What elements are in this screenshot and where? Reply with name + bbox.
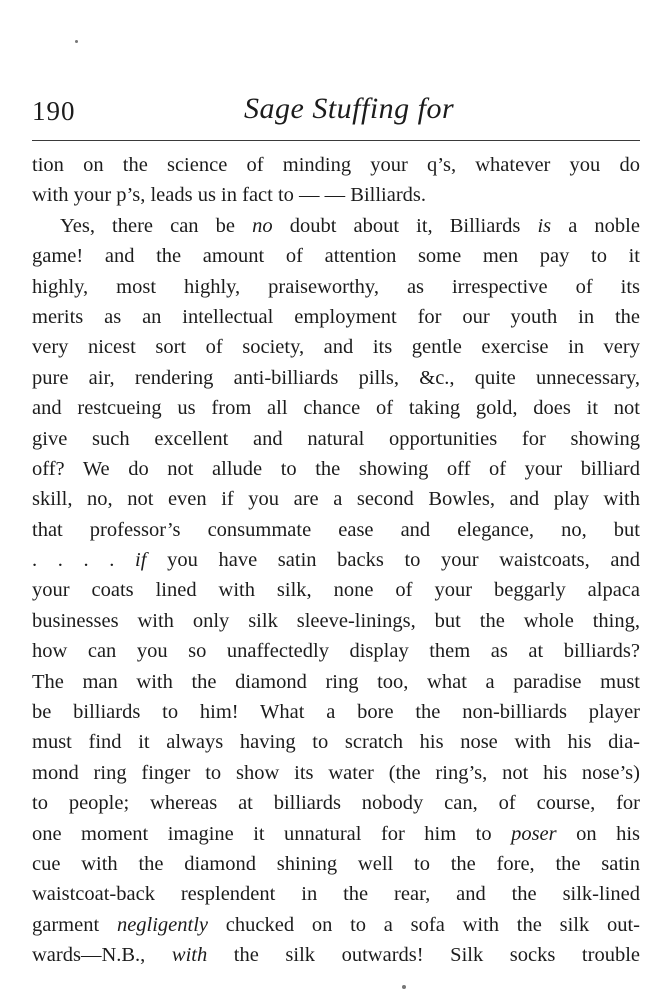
text-run: mond ring finger to show its water (the ring’s, not his nose’s) — [32, 761, 640, 784]
text-run: waistcoat-back resplendent in the rear, and the silk-lined — [32, 883, 640, 906]
text-line — [32, 424, 640, 454]
text-line — [32, 575, 640, 605]
text-line — [32, 393, 640, 423]
body-text — [32, 150, 640, 971]
text-run: skill, no, not even if you are a second Bowles, and play with — [32, 488, 640, 511]
italic-text: no — [252, 214, 273, 237]
text-run: businesses with only silk sleeve-linings, but the whole thing, — [32, 609, 640, 632]
text-line — [32, 606, 640, 636]
text-run: a noble — [551, 214, 640, 237]
text-line — [32, 727, 640, 757]
text-line — [32, 150, 640, 180]
text-run: the silk outwards! Silk socks trouble — [207, 944, 640, 967]
text-line — [32, 636, 640, 666]
text-run: be billiards to him! What a bore the non-billiards player — [32, 701, 640, 724]
text-run: must find it always having to scratch his nose with his dia- — [32, 731, 640, 754]
text-line — [32, 667, 640, 697]
header-rule — [32, 140, 640, 141]
italic-text: with — [171, 944, 208, 967]
italic-text: if — [135, 549, 147, 572]
text-run: chucked on to a sofa with the silk out- — [208, 913, 640, 936]
text-run: highly, most highly, praiseworthy, as irrespective of its — [32, 275, 640, 298]
text-run: . . . . — [32, 549, 136, 572]
text-run: tion on the science of minding your q’s, whatever you do — [32, 154, 640, 176]
text-run: one moment imagine it unnatural for him to — [32, 822, 512, 845]
page-number: 190 — [32, 96, 76, 126]
text-run: doubt about it, Billiards — [272, 214, 538, 237]
italic-text: poser — [511, 822, 557, 845]
text-run: cue with the diamond shining well to the fore, the satin — [32, 852, 640, 875]
text-line — [32, 484, 640, 514]
text-run: pure air, rendering anti-billiards pills, &c., quite unnecessary, — [32, 366, 640, 389]
text-line — [32, 363, 640, 393]
text-run: and restcueing us from all chance of taking gold, does it not — [32, 397, 640, 420]
text-run: you have satin backs to your waistcoats, and — [146, 549, 641, 572]
text-line — [32, 940, 640, 970]
text-run: your coats lined with silk, none of your beggarly alpaca — [32, 579, 640, 602]
text-run: merits as an intellectual employment for our youth in the — [32, 305, 640, 328]
italic-text: is — [537, 214, 552, 237]
running-title: Sage Stuffing for — [244, 92, 455, 125]
text-run: give such excellent and natural opportunities for showing — [32, 427, 640, 450]
page-header — [32, 92, 640, 136]
paper-speck — [75, 40, 78, 43]
text-line — [32, 879, 640, 909]
text-line — [32, 849, 640, 879]
text-run: that professor’s consummate ease and elegance, no, but — [32, 518, 640, 541]
text-line — [32, 302, 640, 332]
italic-text: negligently — [116, 913, 209, 936]
text-run: off? We do not allude to the showing off of your billiard — [32, 457, 640, 480]
text-run: The man with the diamond ring too, what a paradise must — [32, 670, 640, 693]
text-run: on his — [556, 822, 640, 845]
text-line — [32, 819, 640, 849]
text-run: with your p’s, leads us in fact to — — Billiards. — [32, 184, 427, 207]
text-line — [32, 545, 640, 575]
text-run: game! and the amount of attention some men pay to it — [32, 245, 640, 268]
text-line — [32, 454, 640, 484]
paper-speck — [402, 985, 406, 989]
text-run: garment — [32, 913, 117, 936]
text-line — [32, 910, 640, 940]
text-line — [32, 180, 640, 210]
text-line — [32, 241, 640, 271]
text-line — [32, 758, 640, 788]
text-line — [32, 211, 640, 241]
text-run: to people; whereas at billiards nobody can, of course, for — [32, 792, 640, 815]
text-run: wards—N.B., — [32, 944, 172, 967]
text-line — [32, 332, 640, 362]
text-line — [32, 788, 640, 818]
text-line — [32, 697, 640, 727]
text-line — [32, 272, 640, 302]
text-run: Yes, there can be — [60, 214, 253, 237]
text-run: how can you so unaffectedly display them as at billiards? — [32, 640, 640, 663]
text-run: very nicest sort of society, and its gentle exercise in very — [32, 336, 640, 359]
text-line — [32, 515, 640, 545]
